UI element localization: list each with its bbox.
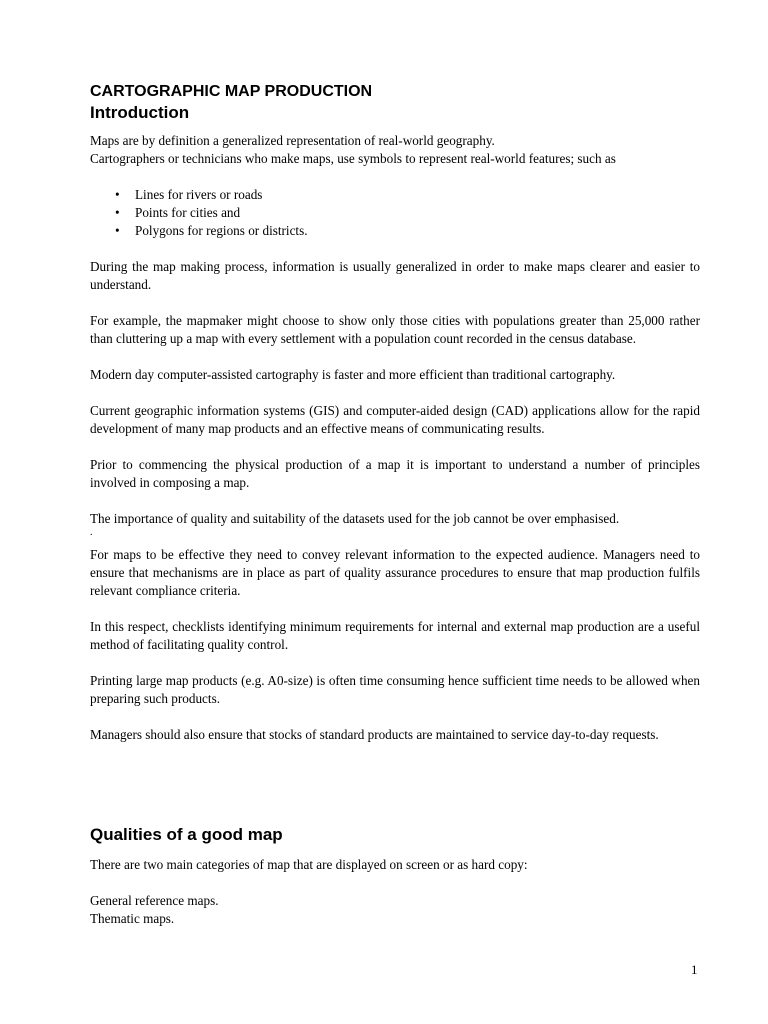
- feature-bullet-list: [90, 186, 700, 240]
- paragraph: Current geographic information systems (GIS) and computer-aided design (CAD) applications allow for the rapid development of many map products and an effective means of communicating results.: [90, 403, 700, 436]
- paragraph: During the map making process, information is usually generalized in order to make maps clearer and easier to understand.: [90, 259, 700, 292]
- bullet-text: Points for cities and: [135, 205, 241, 220]
- map-category-list: [90, 892, 700, 928]
- paragraph: Printing large map products (e.g. A0-size) is often time consuming hence sufficient time needs to be allowed when preparing such products.: [90, 673, 700, 706]
- qualities-body: [90, 856, 700, 928]
- section-heading-qualities: Qualities of a good map: [90, 825, 283, 844]
- bullet-item: [90, 186, 700, 204]
- document-page: [90, 82, 700, 926]
- bullet-item: [90, 204, 700, 222]
- page-number: 1: [691, 962, 698, 977]
- paragraph: The importance of quality and suitability of the datasets used for the job cannot be over emphasised.: [90, 511, 620, 526]
- map-category-item: General reference maps.: [90, 893, 219, 908]
- paragraph: There are two main categories of map that are displayed on screen or as hard copy:: [90, 857, 528, 872]
- bullet-item: [90, 222, 700, 240]
- document-title: CARTOGRAPHIC MAP PRODUCTION: [90, 83, 373, 100]
- paragraph: Managers should also ensure that stocks of standard products are maintained to service day-to-day requests.: [90, 727, 659, 742]
- bullet-icon: •: [115, 205, 120, 220]
- section-heading-introduction: Introduction: [90, 103, 190, 122]
- introduction-body: [90, 132, 700, 744]
- stray-dot: .: [90, 527, 93, 538]
- bullet-icon: •: [115, 187, 120, 202]
- paragraph: In this respect, checklists identifying minimum requirements for internal and external map production are a useful method of facilitating quality control.: [90, 619, 700, 652]
- paragraph: For maps to be effective they need to convey relevant information to the expected audience. Managers need to ensure that mechanisms are in place as part of quality assurance procedures to ensure that map production fulfils relevant compliance criteria.: [90, 547, 700, 598]
- intro-line: Maps are by definition a generalized representation of real-world geography.: [90, 133, 495, 148]
- intro-line: Cartographers or technicians who make maps, use symbols to represent real-world features; such as: [90, 151, 616, 166]
- bullet-text: Lines for rivers or roads: [135, 187, 263, 202]
- bullet-icon: •: [115, 223, 120, 238]
- paragraph: Prior to commencing the physical production of a map it is important to understand a number of principles involved in composing a map.: [90, 457, 700, 490]
- paragraph: Modern day computer-assisted cartography is faster and more efficient than traditional cartography.: [90, 367, 616, 382]
- map-category-item: Thematic maps.: [90, 911, 175, 926]
- bullet-text: Polygons for regions or districts.: [135, 223, 308, 238]
- paragraph: For example, the mapmaker might choose to show only those cities with populations greater than 25,000 rather than cluttering up a map with every settlement with a population count recorded in the census database.: [90, 313, 700, 346]
- intro-paragraph: [90, 132, 700, 168]
